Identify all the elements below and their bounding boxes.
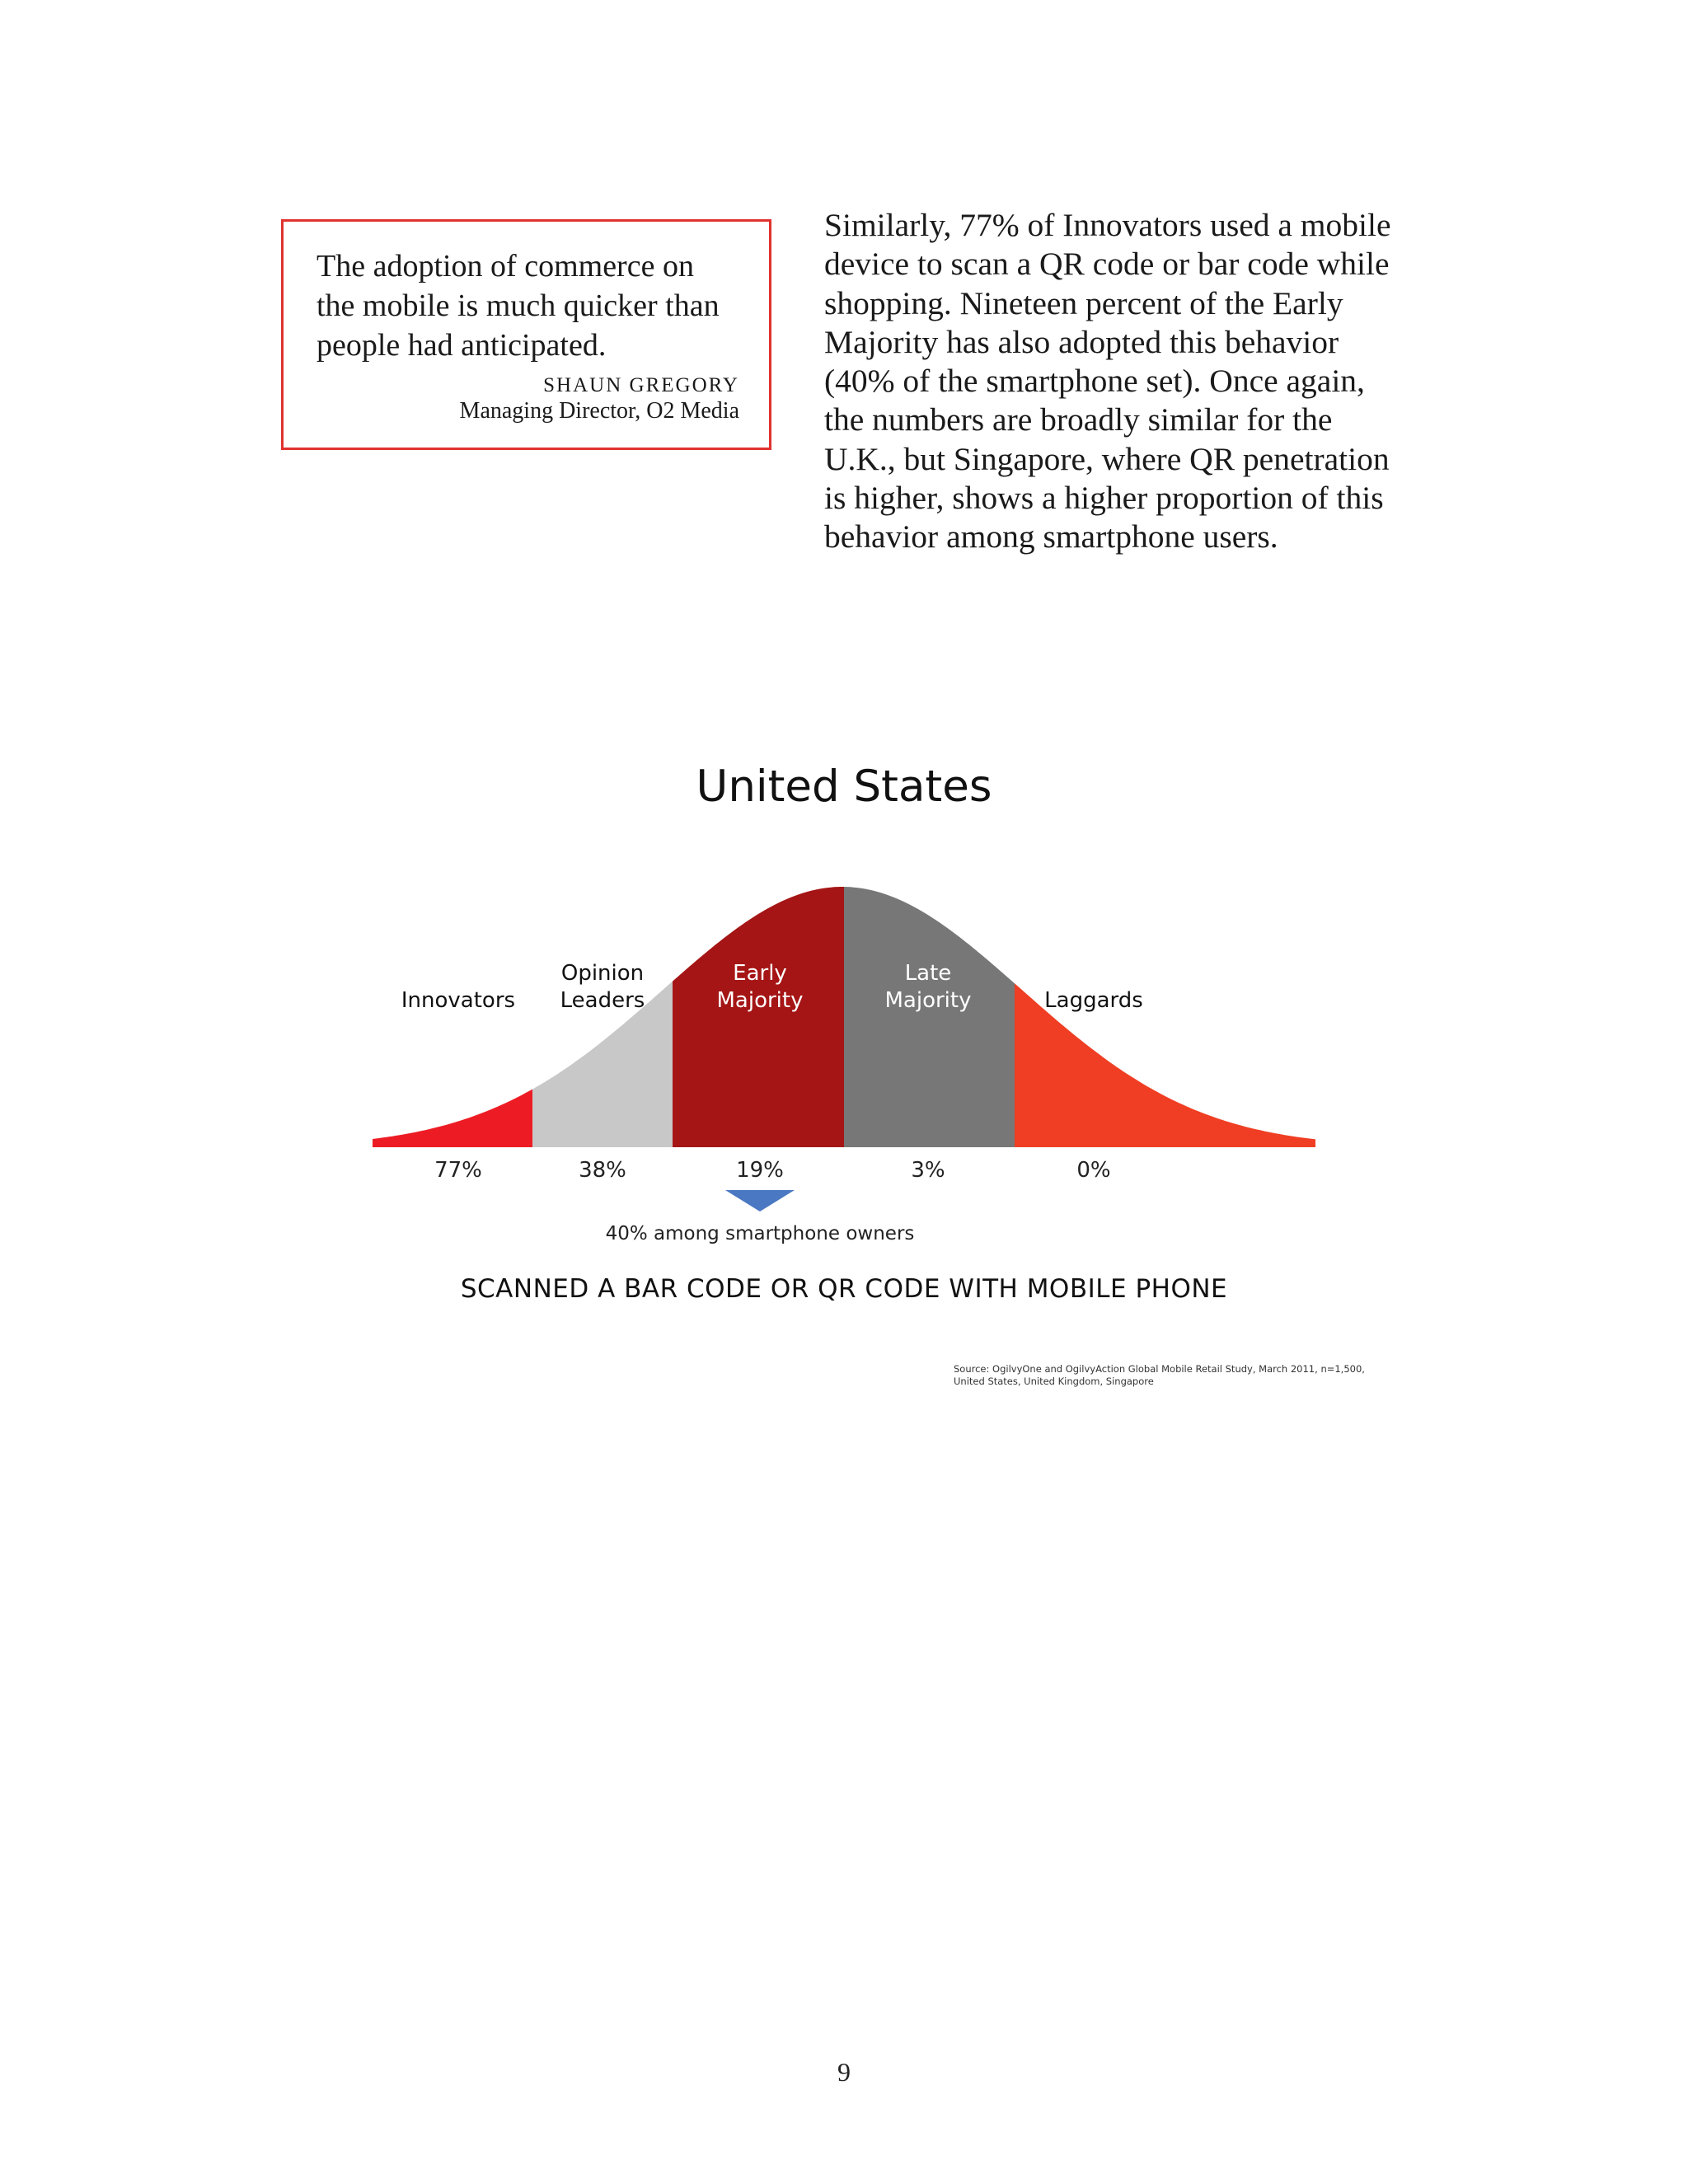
value-label-opinion-leaders: 38%	[579, 1158, 626, 1183]
segment-label-opinion-leaders: Opinion Leaders	[560, 961, 645, 1013]
value-label-early-majority: 19%	[736, 1158, 784, 1183]
chart-subtitle: SCANNED A BAR CODE OR QR CODE WITH MOBILE PHONE	[460, 1274, 1228, 1304]
value-label-innovators: 77%	[434, 1158, 482, 1183]
value-label-late-majority: 3%	[911, 1158, 945, 1183]
pull-quote-text: The adoption of commerce on the mobile is much quicker than people had anticipated.	[316, 249, 720, 363]
callout-text: 40% among smartphone owners	[605, 1223, 915, 1244]
segment-label-early-majority: Early Majority	[716, 961, 804, 1013]
page-number: 9	[837, 2057, 851, 2087]
curve-segment-early-majority	[673, 887, 844, 1147]
curve-segment-late-majority	[844, 887, 1015, 1147]
callout-marker-icon	[725, 1190, 795, 1212]
pull-quote-role: Managing Director, O2 Media	[459, 398, 739, 424]
source-note: Source: OgilvyOne and OgilvyAction Global Mobile Retail Study, March 2011, n=1,500, United States, United Kingdom, Singapore	[954, 1363, 1365, 1387]
chart-title: United States	[696, 762, 992, 812]
body-paragraph: Similarly, 77% of Innovators used a mobile device to scan a QR code or bar code while shopping. Nineteen percent of the Early Majority has also adopted this behavior (40% of the smartphone set). Once again, the numbers are broadly similar for the U.K., but Singapore, where QR penetration is higher, shows a higher proportion of this behavior among smartphone users.	[824, 207, 1391, 555]
segment-label-innovators: Innovators	[401, 988, 516, 1013]
pull-quote-author: SHAUN GREGORY	[543, 374, 739, 396]
segment-label-laggards: Laggards	[1044, 988, 1143, 1013]
segment-label-late-majority: Late Majority	[884, 961, 972, 1013]
curve-segment-innovators	[373, 1090, 532, 1147]
value-label-laggards: 0%	[1076, 1158, 1111, 1183]
